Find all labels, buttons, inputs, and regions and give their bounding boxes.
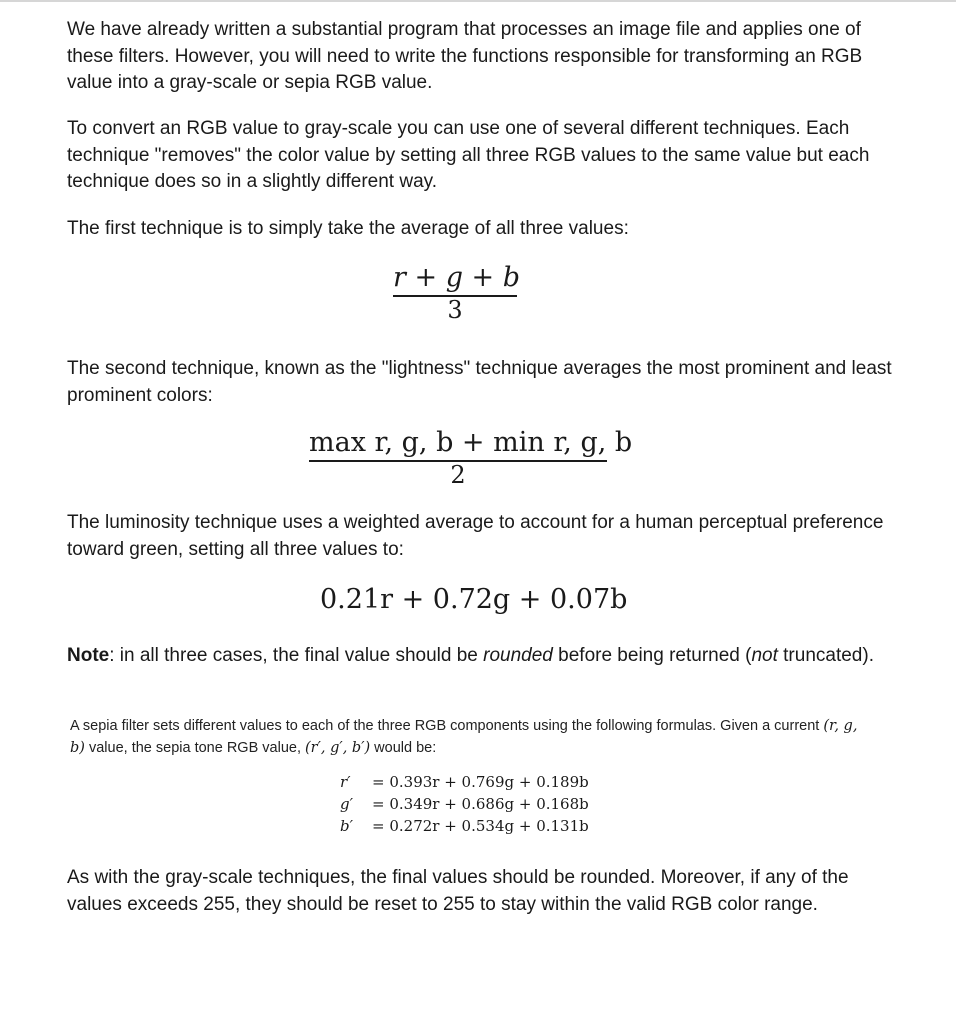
lightness-formula-denominator: 2 [450, 460, 466, 489]
sepia-text: A sepia filter sets different values to each of the three RGB components using the following formulas. Given a current [70, 718, 824, 734]
lightness-formula-numerator: max r, g, b + min r, g, b [309, 427, 633, 458]
convert-paragraph: To convert an RGB value to gray-scale you can use one of several different techniques. Each technique "removes" the color value by setting all three RGB values to the same value but each technique does so in a slightly different way. [67, 118, 870, 192]
note-label: Note [67, 645, 110, 666]
luminosity-paragraph: The luminosity technique uses a weighted average to account for a human perceptual preference toward green, setting all three values to: [67, 512, 884, 560]
note-text: truncated). [777, 645, 874, 666]
note-text: : in all three cases, the final value should be [109, 645, 484, 666]
lightness-paragraph: The second technique, known as the "lightness" technique averages the most prominent and least prominent colors: [67, 358, 892, 406]
closing-paragraph: As with the gray-scale techniques, the final values should be rounded. Moreover, if any of the values exceeds 255, they should be reset to 255 to stay within the valid RGB color range. [67, 867, 849, 915]
average-formula-denominator: 3 [447, 295, 463, 324]
sepia-lhs: g′ [340, 795, 354, 813]
sepia-row-g [340, 793, 589, 815]
sepia-row-b [340, 815, 589, 837]
sepia-row-r [340, 771, 589, 793]
intro-paragraph: We have already written a substantial program that processes an image file and applies one of these filters. However, you will need to write the functions responsible for transforming an RGB value into a gray-scale or sepia RGB value. [67, 19, 863, 93]
note-paragraph [67, 643, 897, 670]
luminosity-formula: 0.21r + 0.72g + 0.07b [320, 584, 628, 615]
sepia-rhs: = 0.393r + 0.769g + 0.189b [372, 773, 589, 791]
note-emphasis-rounded: rounded [483, 645, 553, 666]
sepia-paragraph [70, 715, 870, 759]
average-formula-numerator: r + g + b [393, 262, 521, 293]
sepia-lhs: b′ [340, 817, 354, 835]
sepia-lhs: r′ [340, 773, 351, 791]
sepia-current-value: (r, g, b) [70, 718, 858, 756]
sepia-text: would be: [370, 740, 437, 756]
average-formula [393, 262, 521, 324]
note-text: before being returned ( [552, 645, 752, 666]
sepia-rhs: = 0.349r + 0.686g + 0.168b [372, 795, 589, 813]
note-emphasis-not: not [751, 645, 778, 666]
sepia-result-value: (r′, g′, b′) [305, 740, 371, 756]
sepia-rhs: = 0.272r + 0.534g + 0.131b [372, 817, 589, 835]
average-paragraph: The first technique is to simply take the average of all three values: [67, 218, 629, 239]
sepia-text: value, the sepia tone RGB value, [84, 740, 306, 756]
sepia-formulas [340, 771, 589, 837]
lightness-formula [309, 427, 633, 489]
